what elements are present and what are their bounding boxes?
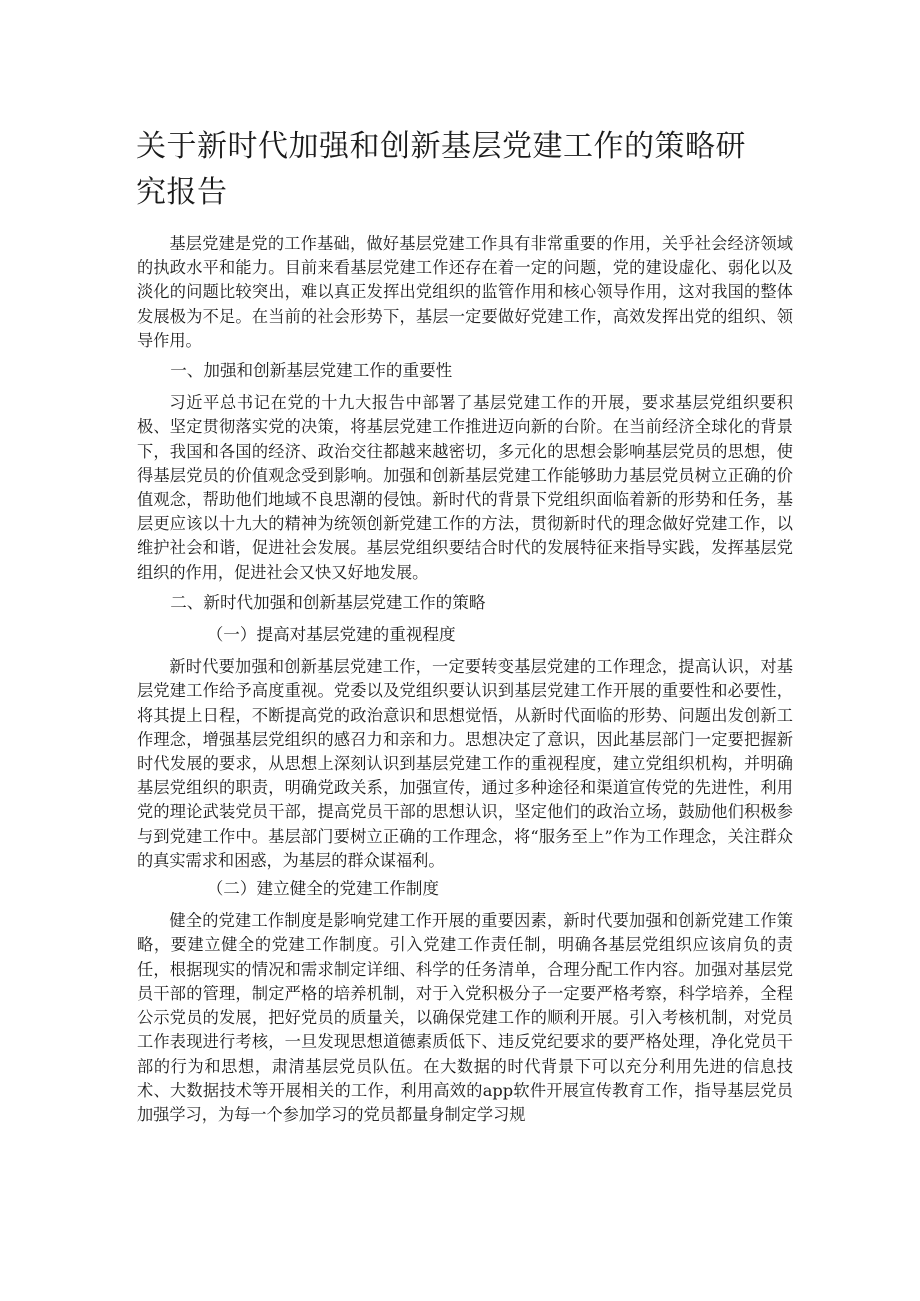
subsection-2-paragraph: 健全的党建工作制度是影响党建工作开展的重要因素，新时代要加强和创新党建工作策略，要建立健全的党建工作制度。引入党建工作责任制，明确各基层党组织应该肩负的责任，根据现实的情况和需求制定详细、科学的任务清单，合理分配工作内容。加强对基层党员干部的管理，制定严格的培养机制，对于入党积极分子一定要严格考察，科学培养，全程公示党员的发展，把好党员的质量关，以确保党建工作的顺利开展。引入考核机制，对党员工作表现进行考核，一旦发现思想道德素质低下、违反党纪要求的要严格处理，净化党员干部的行为和思想，肃清基层党员队伍。在大数据的时代背景下可以充分利用先进的信息技术、大数据技术等开展相关的工作，利用高效的app软件开展宣传教育工作，指导基层党员加强学习，为每一个参加学习的党员都量身制定学习规 [137, 911, 793, 1124]
document-body [137, 232, 793, 1130]
intro-paragraph: 基层党建是党的工作基础，做好基层党建工作具有非常重要的作用，关乎社会经济领域的执政水平和能力。目前来看基层党建工作还存在着一定的问题，党的建设虚化、弱化以及淡化的问题比较突出，难以真正发挥出党组织的监管作用和核心领导作用，这对我国的整体发展极为不足。在当前的社会形势下，基层一定要做好党建工作，高效发挥出党的组织、领导作用。 [137, 234, 793, 350]
subsection-heading-2: （二）建立健全的党建工作制度 [206, 879, 440, 899]
section-1-paragraph: 习近平总书记在党的十九大报告中部署了基层党建工作的开展，要求基层党组织要积极、坚定贯彻落实党的决策，将基层党建工作推进迈向新的台阶。在当前经济全球化的背景下，我国和各国的经济、政治交往都越来越密切，多元化的思想会影响基层党员的思想，使得基层党员的价值观念受到影响。加强和创新基层党建工作能够助力基层党员树立正确的价值观念，帮助他们地域不良思潮的侵蚀。新时代的背景下党组织面临着新的形势和任务，基层更应该以十九大的精神为统领创新党建工作的方法，贯彻新时代的理念做好党建工作，以维护社会和谐，促进社会发展。基层党组织要结合时代的发展特征来指导实践，发挥基层党组织的作用，促进社会又快又好地发展。 [137, 393, 793, 582]
document-title: 关于新时代加强和创新基层党建工作的策略研究报告 [136, 129, 746, 210]
section-heading-1: 一、加强和创新基层党建工作的重要性 [170, 361, 453, 381]
section-heading-2: 二、新时代加强和创新基层党建工作的策略 [170, 592, 486, 612]
subsection-heading-1: （一）提高对基层党建的重视程度 [206, 625, 456, 645]
subsection-1-paragraph: 新时代要加强和创新基层党建工作，一定要转变基层党建的工作理念，提高认识，对基层党建工作给予高度重视。党委以及党组织要认识到基层党建工作开展的重要性和必要性，将其提上日程，不断提高党的政治意识和思想觉悟，从新时代面临的形势、问题出发创新工作理念，增强基层党组织的感召力和亲和力。思想决定了意识，因此基层部门一定要把握新时代发展的要求，从思想上深刻认识到基层党建工作的重视程度，建立党组织机构，并明确基层党组织的职责，明确党政关系，加强宣传，通过多种途径和渠道宣传党的先进性，利用党的理论武装党员干部，提高党员干部的思想认识，坚定他们的政治立场，鼓励他们积极参与到党建工作中。基层部门要树立正确的工作理念，将“服务至上”作为工作理念，关注群众的真实需求和困惑，为基层的群众谋福利。 [137, 657, 793, 870]
